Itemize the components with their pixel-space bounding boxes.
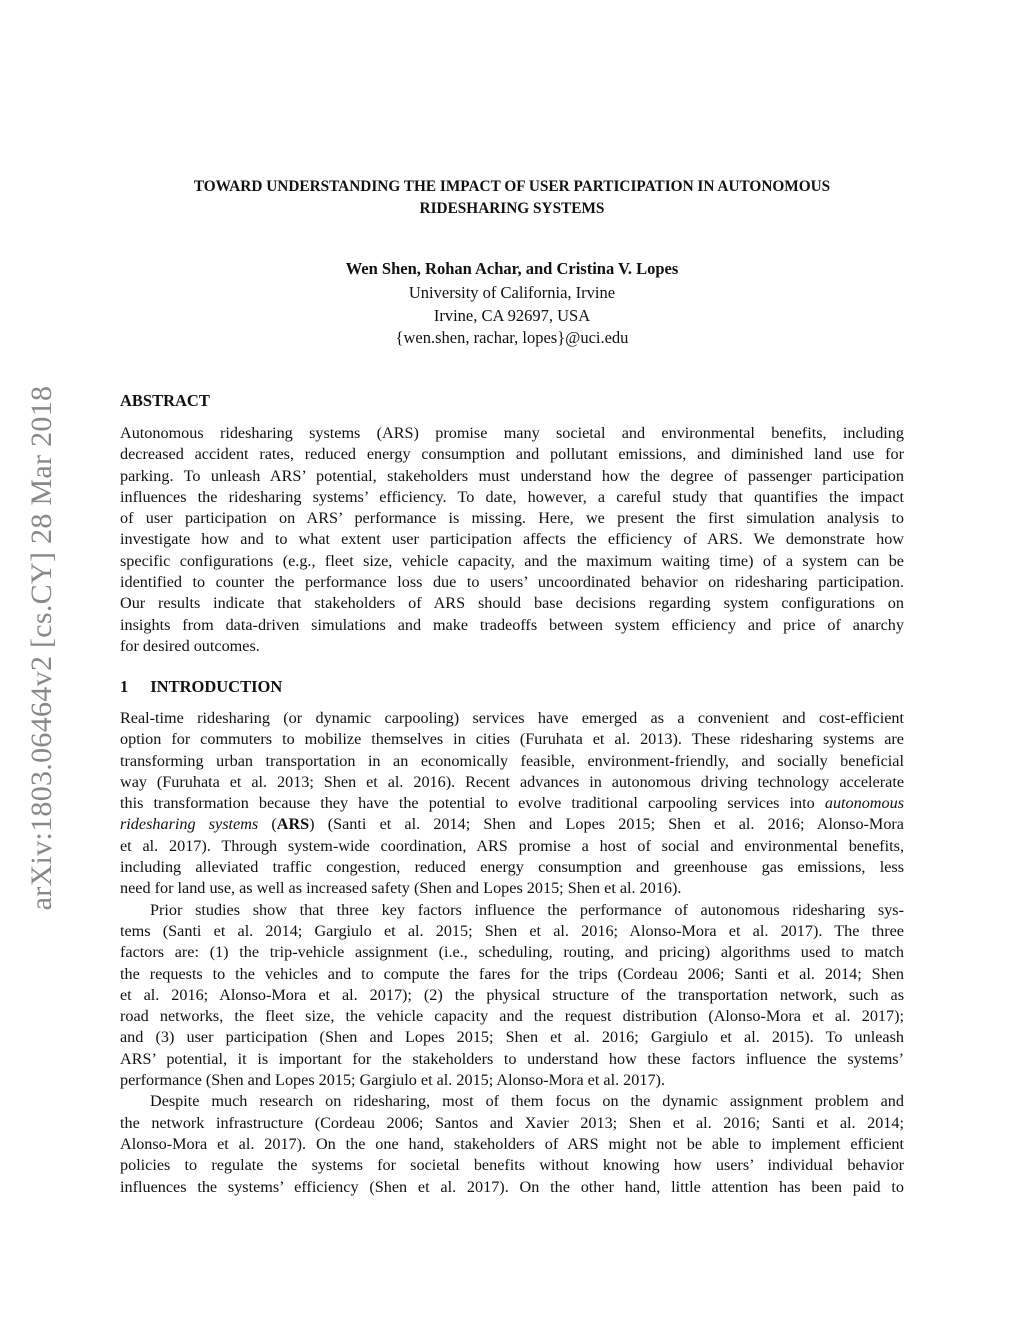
paper-title — [120, 176, 904, 220]
italic-text: ridesharing systems — [120, 815, 259, 834]
text-segment: ( — [258, 815, 277, 834]
text-line: Prior studies show that three key factors influence the performance of autonomous ridesharing sys- — [150, 900, 904, 919]
text-line: investigate how and to what extent user participation affects the efficiency of ARS. We demonstrate how — [120, 530, 904, 549]
text-line: policies to regulate the systems for societal benefits without knowing how users’ individual behavior — [120, 1156, 904, 1175]
text-line: road networks, the fleet size, the vehicle capacity and the request distribution (Alonso-Mora et al. 2017); — [120, 1007, 904, 1026]
text-line: Our results indicate that stakeholders of ARS should base decisions regarding system configurations on — [120, 594, 904, 613]
author-names: Wen Shen, Rohan Achar, and Cristina V. Lopes — [345, 259, 679, 278]
text-line — [120, 814, 904, 835]
italic-text: autonomous — [824, 794, 904, 813]
text-line: and (3) user participation (Shen and Lopes 2015; Shen et al. 2016; Gargiulo et al. 2015). To unleash — [120, 1028, 904, 1047]
text-line: Real-time ridesharing (or dynamic carpooling) services have emerged as a convenient and cost-efficient — [120, 709, 904, 727]
text-line: tems (Santi et al. 2014; Gargiulo et al. 2015; Shen et al. 2016; Alonso-Mora et al. 2017). The three — [120, 921, 904, 940]
paragraph — [120, 900, 904, 1092]
text-line: ARS’ potential, it is important for the stakeholders to understand how these factors influence the systems’ — [120, 1049, 904, 1068]
text-line: factors are: (1) the trip-vehicle assignment (i.e., scheduling, routing, and pricing) algorithms used to match — [120, 943, 904, 962]
text-line: identified to counter the performance loss due to users’ uncoordinated behavior on ridesharing participation. — [120, 573, 904, 592]
abstract-heading: ABSTRACT — [120, 391, 210, 410]
arxiv-identifier: arXiv:1803.06464v2 [cs.CY] 28 Mar 2018 — [25, 385, 58, 911]
section-title: INTRODUCTION — [150, 677, 283, 696]
text-line: decreased accident rates, reduced energy consumption and pollutant emissions, and diminished land use for — [120, 445, 904, 464]
text-line: insights from data-driven simulations and make tradeoffs between system efficiency and price of anarchy — [120, 615, 904, 634]
text-line: influences the systems’ efficiency (Shen et al. 2017). On the other hand, little attention has been paid to — [120, 1177, 904, 1196]
text-line: of user participation on ARS’ performance is missing. Here, we present the first simulation analysis to — [120, 509, 904, 528]
text-line: for desired outcomes. — [120, 636, 260, 655]
text-line: including alleviated traffic congestion, reduced energy consumption and greenhouse gas emissions, less — [120, 858, 904, 877]
section-heading-introduction — [120, 677, 282, 697]
text-line: performance (Shen and Lopes 2015; Gargiulo et al. 2015; Alonso-Mora et al. 2017). — [120, 1071, 665, 1090]
introduction-body — [120, 708, 904, 1198]
text-line: the requests to the vehicles and to compute the fares for the trips (Cordeau 2006; Santi et al. 2014; Shen — [120, 964, 904, 983]
section-number: 1 — [120, 677, 129, 696]
text-line: parking. To unleash ARS’ potential, stakeholders must understand how the degree of passenger participation — [120, 466, 904, 485]
text-line: et al. 2017). Through system-wide coordination, ARS promise a host of social and environmental benefits, — [120, 836, 904, 855]
text-segment: ) (Santi et al. 2014; Shen and Lopes 2015; Shen et al. 2016; Alonso-Mora — [309, 815, 904, 834]
text-line: influences the ridesharing systems’ efficiency. To date, however, a careful study that quantifies the impact — [120, 487, 904, 506]
text-line: way (Furuhata et al. 2013; Shen et al. 2016). Recent advances in autonomous driving technology accelerate — [120, 772, 904, 791]
text-line: Autonomous ridesharing systems (ARS) promise many societal and environmental benefits, including — [120, 424, 904, 442]
paragraph — [120, 1091, 904, 1197]
text-segment: this transformation because they have the potential to evolve traditional carpooling services into — [120, 794, 825, 813]
address: Irvine, CA 92697, USA — [433, 306, 591, 325]
abstract-body — [120, 423, 904, 657]
text-line: specific configurations (e.g., fleet size, vehicle capacity, and the maximum waiting time) of a system can be — [120, 551, 904, 570]
text-line: Alonso-Mora et al. 2017). On the one hand, stakeholders of ARS might not be able to implement efficient — [120, 1134, 904, 1153]
text-line: et al. 2016; Alonso-Mora et al. 2017); (2) the physical structure of the transportation network, such as — [120, 985, 904, 1004]
email: {wen.shen, rachar, lopes}@uci.edu — [395, 328, 629, 347]
text-line: Despite much research on ridesharing, most of them focus on the dynamic assignment problem and — [150, 1092, 904, 1111]
affiliation: University of California, Irvine — [408, 283, 616, 302]
text-line — [120, 793, 904, 814]
text-line: option for commuters to mobilize themselves in cities (Furuhata et al. 2013). These ridesharing systems are — [120, 730, 904, 749]
title-line-2: RIDESHARING SYSTEMS — [419, 200, 605, 217]
text-line: the network infrastructure (Cordeau 2006; Santos and Xavier 2013; Shen et al. 2016; Santi et al. 2014; — [120, 1113, 904, 1132]
paragraph — [120, 708, 904, 900]
bold-text: ARS — [276, 815, 310, 834]
text-line: transforming urban transportation in an economically feasible, environment-friendly, and socially beneficial — [120, 751, 904, 770]
title-line-1: TOWARD UNDERSTANDING THE IMPACT OF USER PARTICIPATION IN AUTONOMOUS — [193, 178, 831, 195]
text-line: need for land use, as well as increased safety (Shen and Lopes 2015; Shen et al. 2016). — [120, 879, 682, 898]
